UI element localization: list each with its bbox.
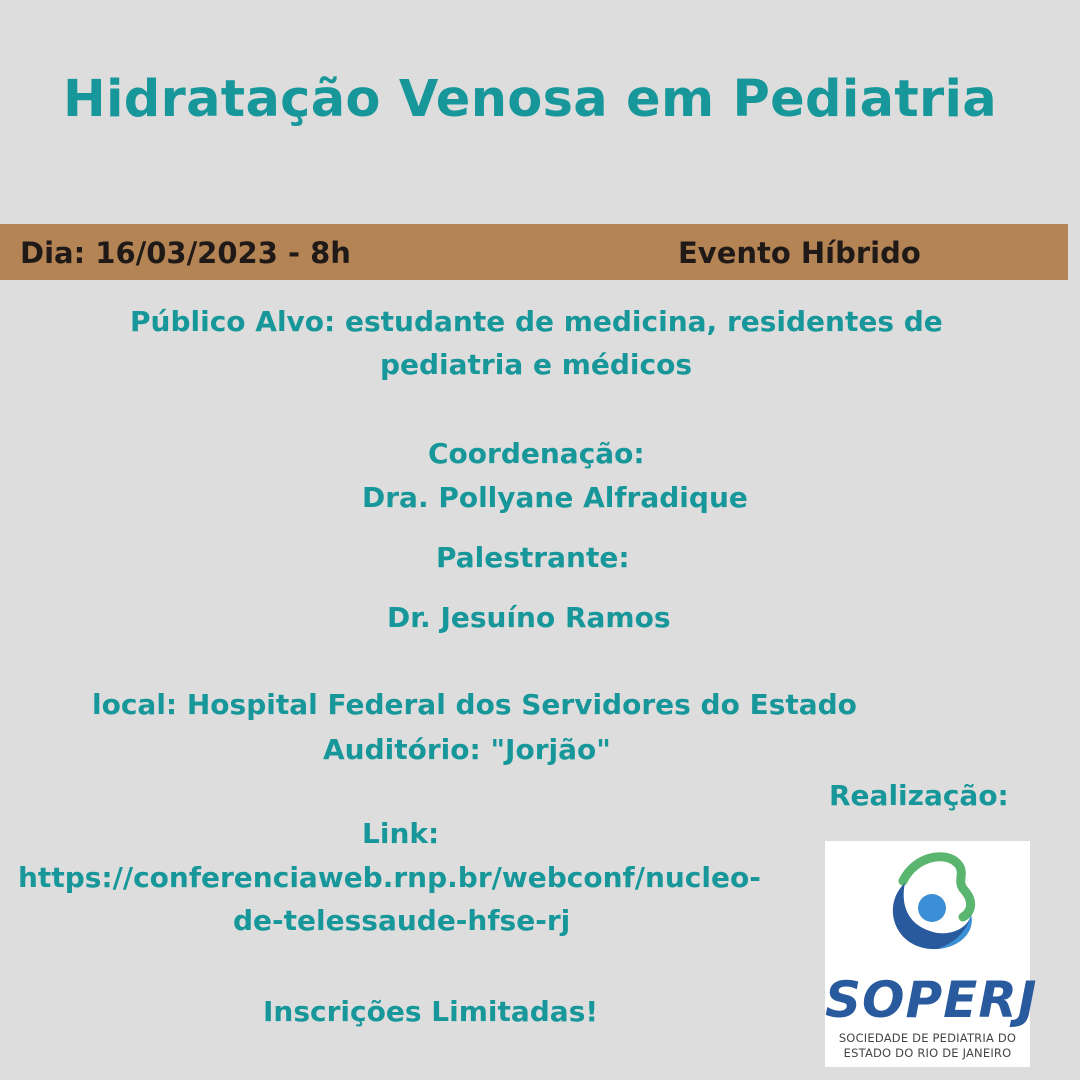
- location-line-1: local: Hospital Federal dos Servidores do Estado: [92, 688, 857, 721]
- event-type: Evento Híbrido: [678, 236, 921, 270]
- realization-label: Realização:: [829, 779, 1009, 812]
- soperj-subtitle-line-1: SOCIEDADE DE PEDIATRIA DO: [838, 1031, 1017, 1045]
- link-url-line-2[interactable]: de-telessaude-hfse-rj: [233, 904, 571, 937]
- soperj-logo-icon: [875, 851, 985, 961]
- speaker-label: Palestrante:: [436, 541, 630, 574]
- link-label: Link:: [362, 817, 440, 850]
- location-line-2: Auditório: "Jorjão": [323, 733, 611, 766]
- soperj-wordmark: SOPERJ: [825, 971, 1038, 1029]
- audience-line-2: pediatria e médicos: [379, 348, 693, 381]
- limited-registration-note: Inscrições Limitadas!: [263, 995, 599, 1028]
- link-url-line-1[interactable]: https://conferenciaweb.rnp.br/webconf/nucleo-: [18, 861, 761, 894]
- coordination-name: Dra. Pollyane Alfradique: [362, 481, 748, 514]
- soperj-subtitle-line-2: ESTADO DO RIO DE JANEIRO: [843, 1046, 1012, 1060]
- event-date: Dia: 16/03/2023 - 8h: [20, 236, 351, 270]
- speaker-name: Dr. Jesuíno Ramos: [387, 601, 671, 634]
- coordination-label: Coordenação:: [428, 437, 645, 470]
- audience-line-1: Público Alvo: estudante de medicina, residentes de: [130, 305, 943, 338]
- page-title: Hidratação Venosa em Pediatria: [63, 70, 997, 129]
- soperj-logo: [825, 841, 1038, 1067]
